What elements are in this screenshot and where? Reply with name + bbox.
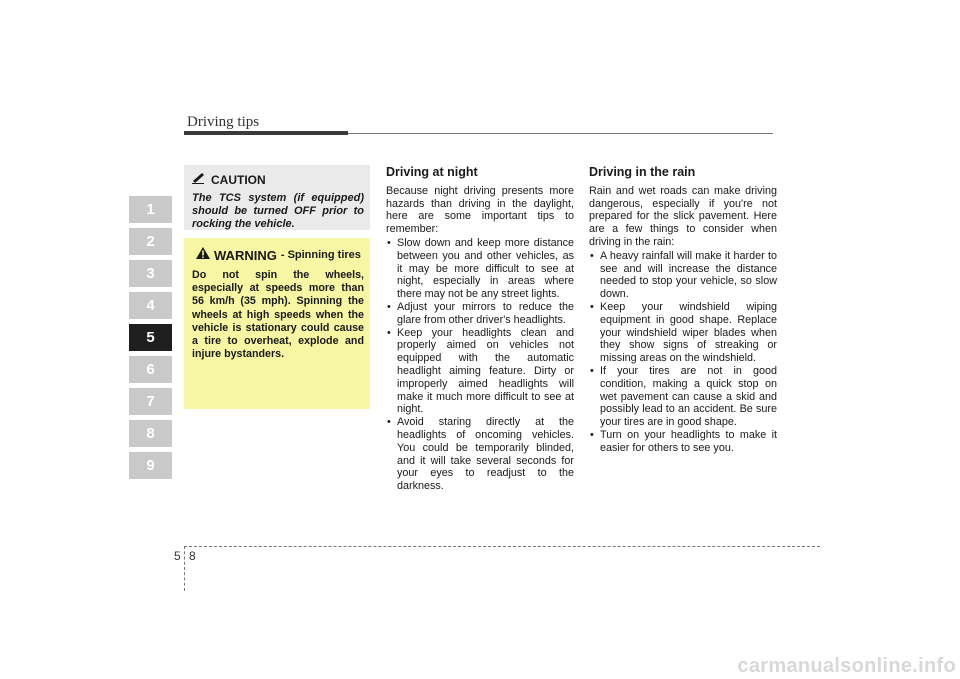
warning-title: WARNING [214,247,277,263]
warning-body: Do not spin the wheels, especially at speeds more than 56 km/h (35 mph). Spinning the wheels at high speeds when the vehicle is stationary could cause a tire to overheat, explode and injure bystanders. [192,269,364,361]
chapter-tab-6[interactable]: 6 [129,356,172,383]
night-bullet: • Keep your headlights clean and properly aimed on vehicles not equipped with the automatic headlight aiming feature. Dirty or improperly aimed headlights will make it much more difficult to see at night. [386,327,574,417]
warning-triangle-icon [196,246,210,264]
rain-intro: Rain and wet roads can make driving dangerous, especially if you're not prepared for the slick pavement. Here are a few things to consider when driving in the rain: [589,184,777,248]
chapter-tab-2[interactable]: 2 [129,228,172,255]
chapter-tab-3[interactable]: 3 [129,260,172,287]
night-bullet: • Avoid staring directly at the headlights of oncoming vehicles. You could be temporarily blinded, and it will take several seconds for your eyes to readjust to the darkness. [386,416,574,493]
caution-body: The TCS system (if equipped) should be turned OFF prior to rocking the vehicle. [192,192,364,230]
page-number: 8 [189,549,196,563]
chapter-tab-7[interactable]: 7 [129,388,172,415]
rain-bullet: • Turn on your headlights to make it easier for others to see you. [589,429,777,455]
site-watermark: carmanualsonline.info [737,655,956,677]
header-rule-thin [348,133,773,134]
rain-driving-section [589,166,777,455]
chapter-tabs [129,196,172,484]
rain-bullet: • If your tires are not in good condition, making a quick stop on wet pavement can cause a skid and possibly lead to an accident. Be sure your tires are in good shape. [589,365,777,429]
night-bullet: • Adjust your mirrors to reduce the glare from other driver's headlights. [386,301,574,327]
pencil-icon [192,171,206,189]
chapter-tab-5[interactable]: 5 [129,324,172,351]
rain-bullet: • Keep your windshield wiping equipment in good shape. Replace your windshield wiper blades when they show signs of streaking or missing areas on the windshield. [589,301,777,365]
chapter-tab-4[interactable]: 4 [129,292,172,319]
chapter-tab-1[interactable]: 1 [129,196,172,223]
header-rule-thick [184,131,348,135]
page-number-divider [184,546,185,591]
caution-box [184,165,370,230]
night-bullet-list [386,237,574,493]
rain-bullet-list [589,250,777,455]
warning-subtitle: - Spinning tires [280,249,361,261]
caution-title: CAUTION [211,173,266,187]
rain-heading: Driving in the rain [589,165,696,179]
night-driving-section [386,166,574,493]
page-title: Driving tips [187,114,260,130]
rain-bullet: • A heavy rainfall will make it harder to see and will increase the distance needed to stop your vehicle, so slow down. [589,250,777,301]
night-bullet: • Slow down and keep more distance between you and other vehicles, as it may be more difficult to see at night, especially in areas where there may not be any street lights. [386,237,574,301]
night-heading: Driving at night [386,165,478,179]
night-intro: Because night driving presents more hazards than driving in the daylight, here are some important tips to remember: [386,184,574,236]
chapter-tab-8[interactable]: 8 [129,420,172,447]
warning-box [184,238,370,409]
footer-rule [184,546,820,547]
page-chapter-number: 5 [174,549,181,563]
chapter-tab-9[interactable]: 9 [129,452,172,479]
